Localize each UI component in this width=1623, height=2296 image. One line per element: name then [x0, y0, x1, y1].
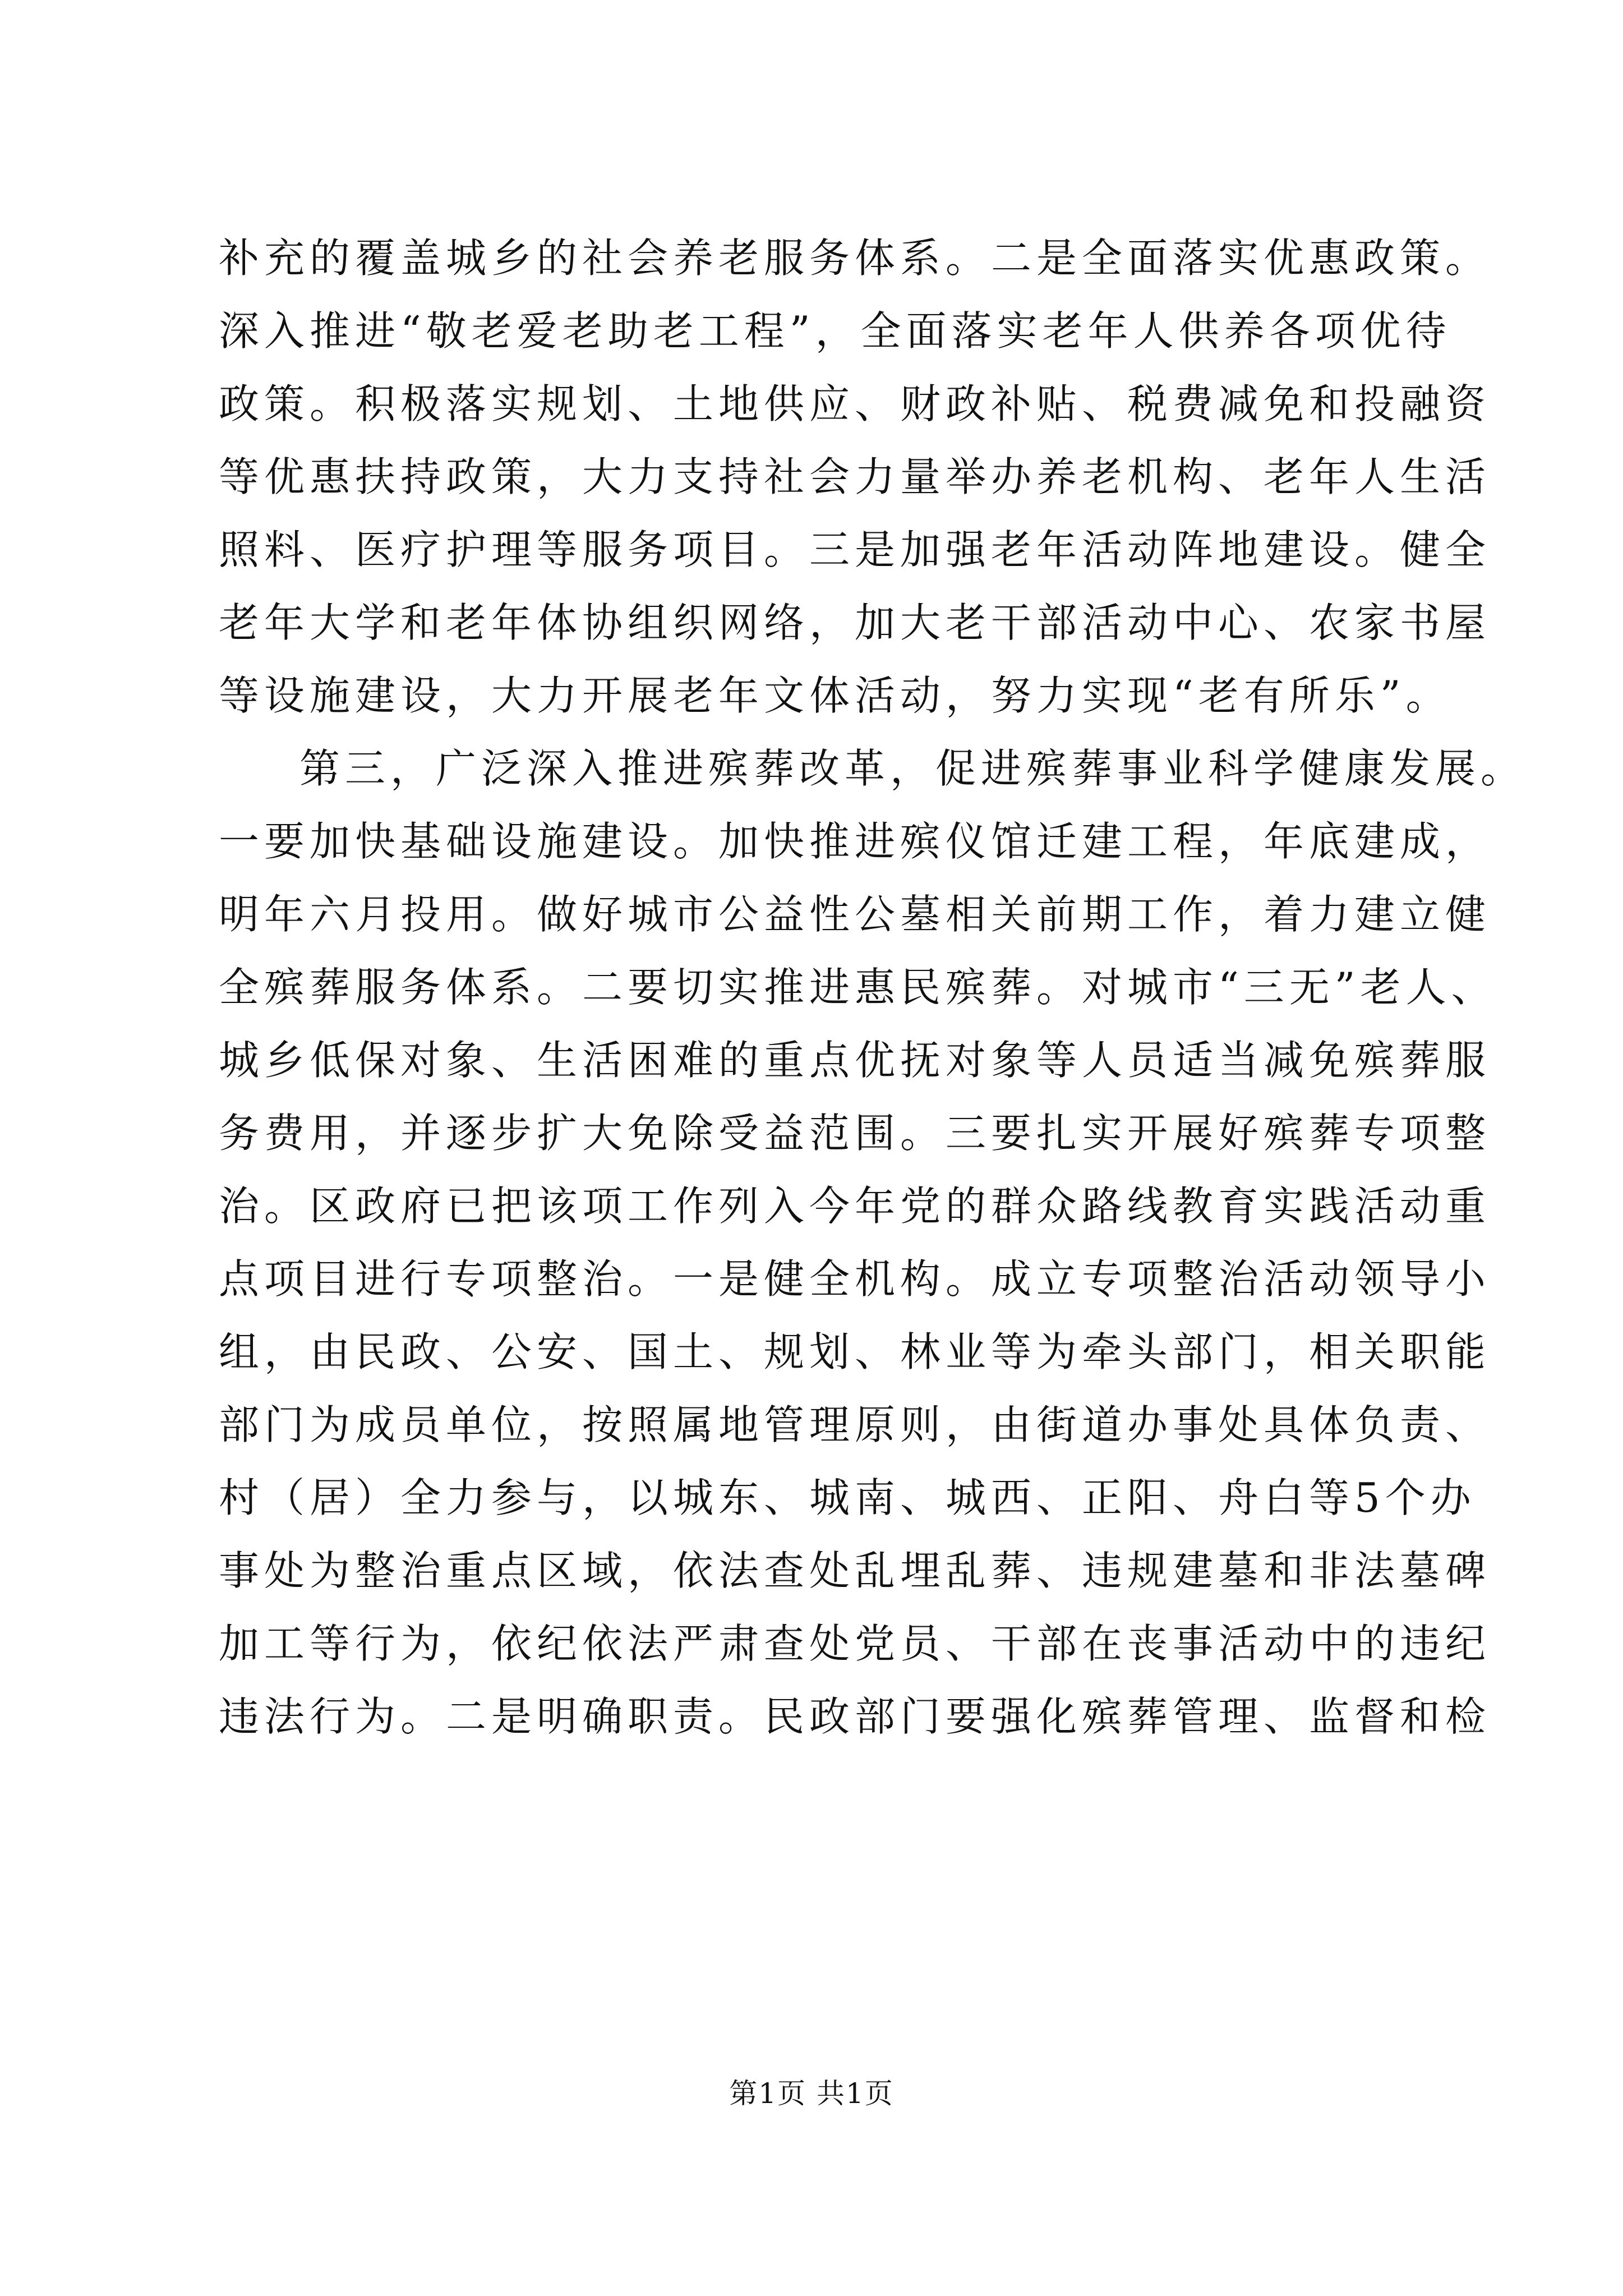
paragraph-2-line-10: 部门为成员单位，按照属地管理原则，由街道办事处具体负责、	[219, 1401, 1491, 1448]
paragraph-2-line-4: 全殡葬服务体系。二要切实推进惠民殡葬。对城市“三无”老人、	[219, 964, 1497, 1011]
paragraph-2-line-3: 明年六月投用。做好城市公益性公墓相关前期工作，着力建立健	[219, 891, 1491, 938]
paragraph-1-line-6: 老年大学和老年体协组织网络，加大老干部活动中心、农家书屋	[219, 599, 1491, 646]
page-number: 第1页 共1页	[729, 2077, 894, 2110]
paragraph-2-line-9: 组，由民政、公安、国土、规划、林业等为牵头部门，相关职能	[219, 1328, 1491, 1375]
page-footer	[0, 2071, 1623, 2111]
paragraph-1-line-2: 深入推进“敬老爱老助老工程”，全面落实老年人供养各项优待	[219, 307, 1451, 355]
document-body	[219, 222, 1527, 1753]
paragraph-1-line-3: 政策。积极落实规划、土地供应、财政补贴、税费减免和投融资	[219, 380, 1491, 427]
paragraph-2-line-8: 点项目进行专项整治。一是健全机构。成立专项整治活动领导小	[219, 1255, 1491, 1303]
paragraph-1-line-1: 补充的覆盖城乡的社会养老服务体系。二是全面落实优惠政策。	[219, 234, 1491, 282]
paragraph-2-line-6: 务费用，并逐步扩大免除受益范围。三要扎实开展好殡葬专项整	[219, 1110, 1491, 1157]
paragraph-1-line-5: 照料、医疗护理等服务项目。三是加强老年活动阵地建设。健全	[219, 526, 1491, 573]
paragraph-2-line-14: 违法行为。二是明确职责。民政部门要强化殡葬管理、监督和检	[219, 1693, 1491, 1740]
paragraph-2-line-7: 治。区政府已把该项工作列入今年党的群众路线教育实践活动重	[219, 1182, 1491, 1230]
paragraph-2-line-13: 加工等行为，依纪依法严肃查处党员、干部在丧事活动中的违纪	[219, 1620, 1491, 1667]
paragraph-2-line-12: 事处为整治重点区域，依法查处乱埋乱葬、违规建墓和非法墓碑	[219, 1547, 1491, 1594]
paragraph-1-line-7: 等设施建设，大力开展老年文体活动，努力实现“老有所乐”。	[219, 672, 1451, 719]
paragraph-2-line-1: 第三，广泛深入推进殡葬改革，促进殡葬事业科学健康发展。	[299, 745, 1527, 792]
paragraph-2-line-5: 城乡低保对象、生活困难的重点优抚对象等人员适当减免殡葬服	[219, 1037, 1491, 1084]
paragraph-2-line-11: 村（居）全力参与，以城东、城南、城西、正阳、舟白等5个办	[219, 1474, 1476, 1521]
paragraph-1-line-4: 等优惠扶持政策，大力支持社会力量举办养老机构、老年人生活	[219, 453, 1491, 500]
paragraph-2-line-2: 一要加快基础设施建设。加快推进殡仪馆迁建工程，年底建成，	[219, 818, 1491, 865]
